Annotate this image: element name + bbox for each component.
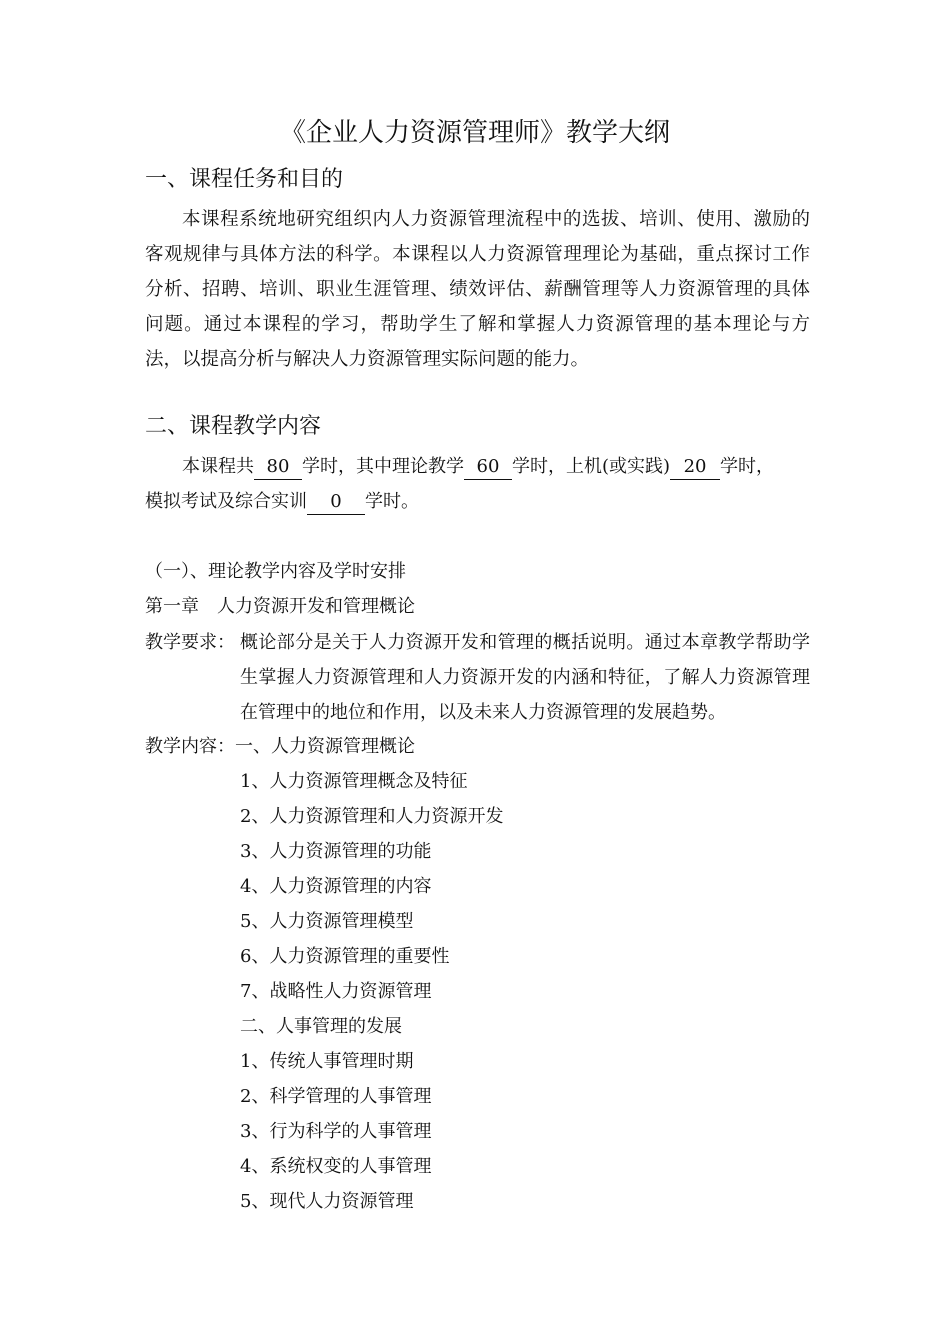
theory-hours: 60	[464, 455, 512, 480]
list-item: 1、传统人事管理时期	[240, 1051, 414, 1072]
teaching-requirements	[145, 625, 810, 730]
list-item: 7、战略性人力资源管理	[240, 981, 432, 1002]
list-item: 6、人力资源管理的重要性	[240, 946, 450, 967]
hours-text-2: 学时，其中理论教学	[302, 456, 464, 477]
hours-text-1: 本课程共	[182, 456, 254, 477]
list-item: 3、人力资源管理的功能	[240, 841, 432, 862]
list-item: 1、人力资源管理概念及特征	[240, 771, 468, 792]
total-hours: 80	[254, 455, 302, 480]
section2-heading: 二、课程教学内容	[145, 414, 322, 439]
exam-hours: 0	[307, 490, 365, 515]
hours-text-5: 模拟考试及综合实训	[145, 491, 307, 512]
theory-heading: （一）、理论教学内容及学时安排	[145, 561, 406, 582]
section1-paragraph: 本课程系统地研究组织内人力资源管理流程中的选拔、培训、使用、激励的客观规律与具体方法的科学。本课程以人力资源管理理论为基础，重点探讨工作分析、招聘、培训、职业生涯管理、绩效评估、薪酬管理等人力资源管理的具体问题。通过本课程的学习，帮助学生了解和掌握人力资源管理的基本理论与方法，以提高分析与解决人力资源管理实际问题的能力。	[145, 209, 810, 370]
hours-text-3: 学时，上机(或实践)	[512, 456, 671, 477]
list-item: 2、人力资源管理和人力资源开发	[240, 806, 504, 827]
list-item: 4、人力资源管理的内容	[240, 876, 432, 897]
section1-heading: 一、课程任务和目的	[145, 167, 344, 192]
content-label: 教学内容：	[145, 736, 235, 757]
requirements-text: 概论部分是关于人力资源开发和管理的概括说明。通过本章教学帮助学生掌握人力资源管理和人力资源开发的内涵和特征，了解人力资源管理在管理中的地位和作用，以及未来人力资源管理的发展趋势。	[240, 632, 810, 723]
hours-line-2	[145, 487, 419, 517]
section1-body	[145, 202, 810, 377]
part1-title: 一、人力资源管理概论	[235, 736, 415, 757]
list-item: 5、现代人力资源管理	[240, 1191, 414, 1212]
chapter-title: 第一章 人力资源开发和管理概论	[145, 596, 415, 617]
list-item: 4、系统权变的人事管理	[240, 1156, 432, 1177]
list-item: 5、人力资源管理模型	[240, 911, 414, 932]
requirements-label: 教学要求：	[145, 632, 235, 653]
list-item: 3、行为科学的人事管理	[240, 1121, 432, 1142]
part2-title: 二、人事管理的发展	[240, 1016, 402, 1037]
practice-hours: 20	[670, 455, 720, 480]
content-row	[145, 732, 415, 762]
hours-text-4: 学时，	[720, 456, 775, 477]
hours-line-1	[182, 452, 774, 482]
hours-text-6: 学时。	[365, 491, 419, 512]
list-item: 2、科学管理的人事管理	[240, 1086, 432, 1107]
document-title: 《企业人力资源管理师》教学大纲	[279, 118, 670, 148]
